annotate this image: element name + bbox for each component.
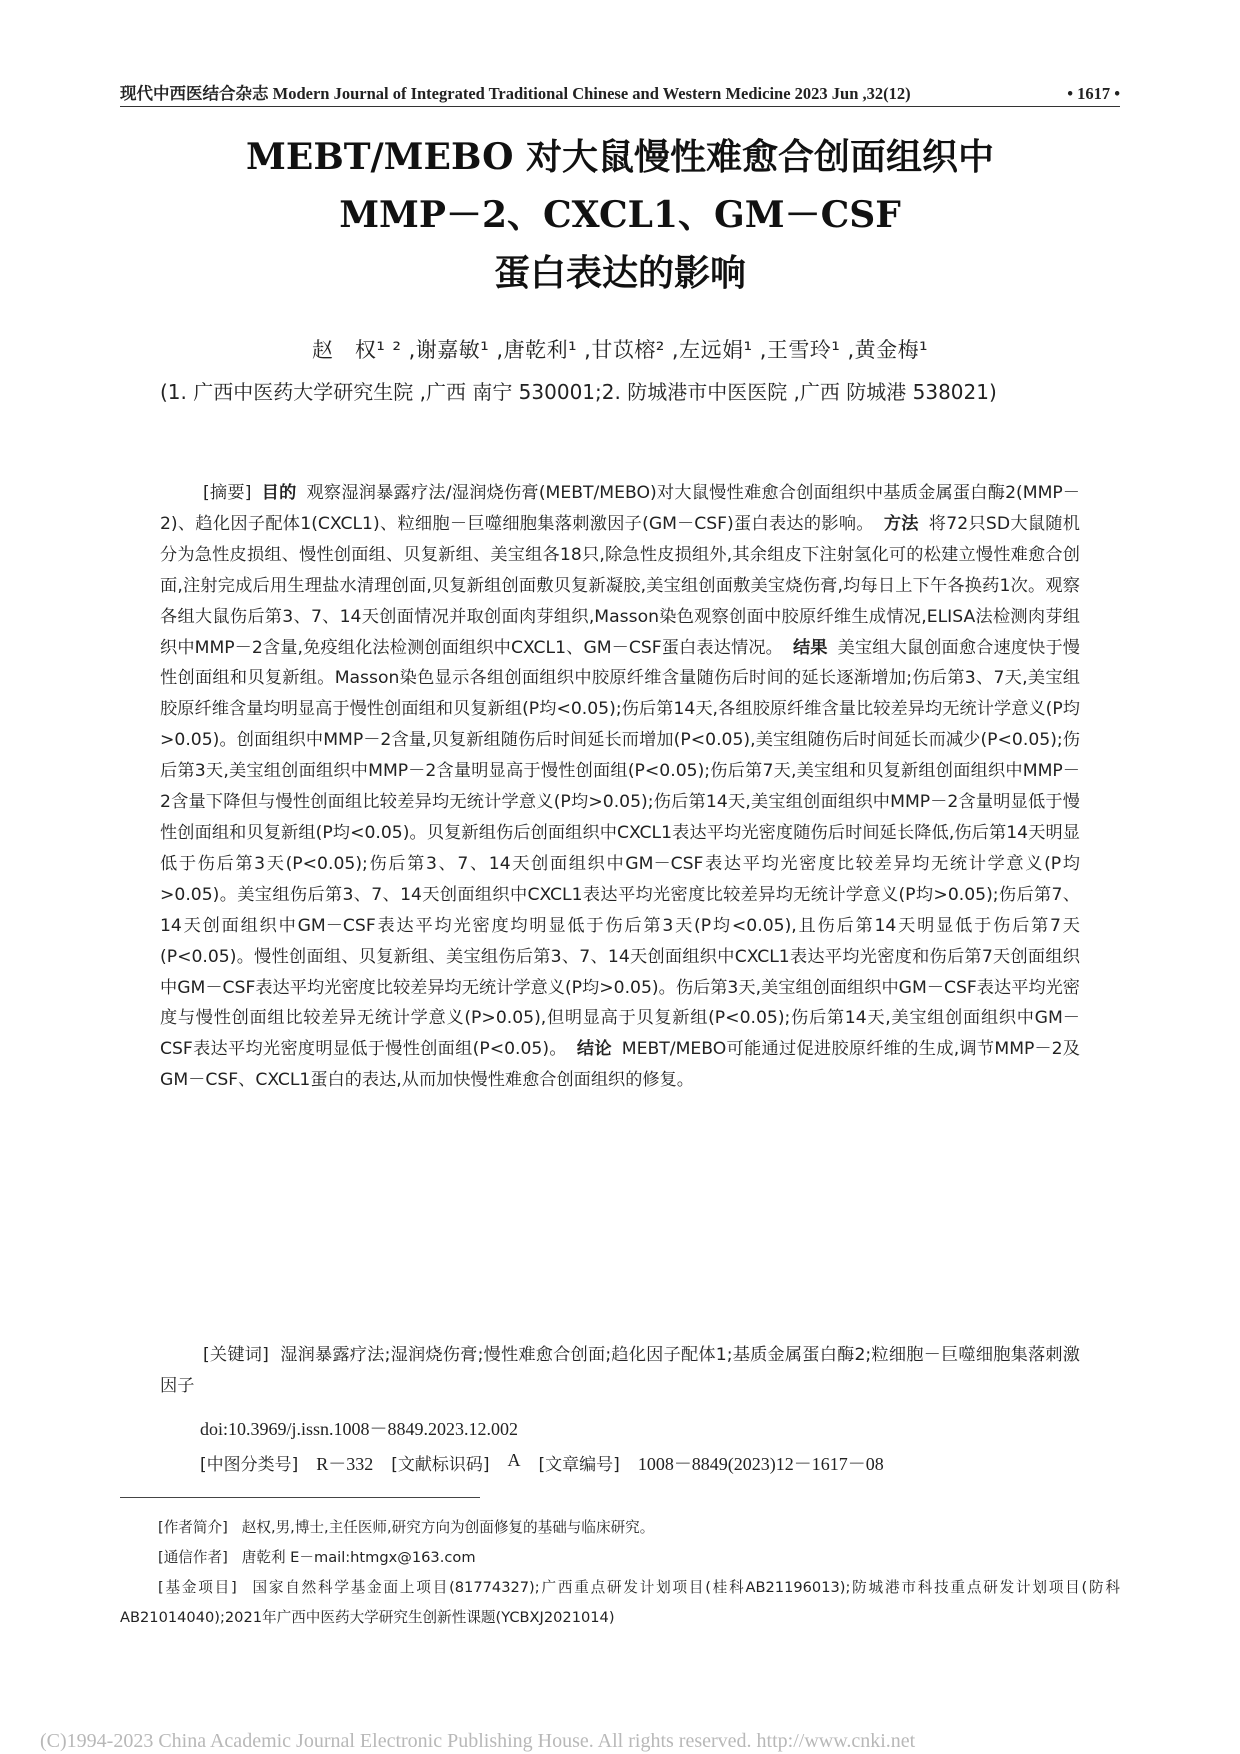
author-bio — [120, 1513, 1120, 1543]
objective-label: 目的 — [261, 483, 297, 503]
corresponding-author — [120, 1543, 1120, 1573]
funding-label: [基金项目] — [158, 1579, 237, 1596]
classification-line — [200, 1450, 884, 1476]
conclusion-label: 结论 — [576, 1039, 612, 1060]
results-label: 结果 — [792, 637, 828, 658]
funding — [120, 1573, 1120, 1633]
results-text: 美宝组大鼠创面愈合速度快于慢性创面组和贝复新组。Masson染色显示各组创面组织中胶原纤维含量随伤后时间的延长逐渐增加;伤后第3、7天,美宝组胶原纤维含量均明显高于慢性创面组和贝复新组(P均<0.05);伤后第14天,各组胶原纤维含量比较差异均无统计学意义(P均>0.05)。创面组织中MMP－2含量,贝复新组随伤后时间延长而增加(P<0.05),美宝组随伤后时间延长而减少(P<0.05);伤后第3天,美宝组创面组织中MMP－2含量明显高于慢性创面组(P<0.05);伤后第7天,美宝组和贝复新组创面组织中MMP－2含量下降但与慢性创面组比较差异均无统计学意义(P均>0.05);伤后第14天,美宝组创面组织中MMP－2含量明显低于慢性创面组和贝复新组(P均<0.05)。贝复新组伤后创面组织中CXCL1表达平均光密度随伤后时间延长降低,伤后第14天明显低于伤后第3天(P<0.05);伤后第3、7、14天创面组织中GM－CSF表达平均光密度比较差异均无统计学意义(P均>0.05)。美宝组伤后第3、7、14天创面组织中CXCL1表达平均光密度比较差异均无统计学意义(P均>0.05);伤后第7、14天创面组织中GM－CSF表达平均光密度均明显低于伤后第3天(P均<0.05),且伤后第14天明显低于伤后第7天(P<0.05)。慢性创面组、贝复新组、美宝组伤后第3、7、14天创面组织中CXCL1表达平均光密度和伤后第7天创面组织中GM－CSF表达平均光密度比较差异均无统计学意义(P均>0.05)。伤后第3天,美宝组创面组织中GM－CSF表达平均光密度与慢性创面组比较差异无统计学意义(P>0.05),但明显高于贝复新组(P<0.05);伤后第14天,美宝组创面组织中GM－CSF表达平均光密度明显低于慢性创面组(P<0.05)。 — [160, 637, 1080, 1060]
page-number: • 1617 • — [1067, 84, 1120, 103]
methods-text: 将72只SD大鼠随机分为急性皮损组、慢性创面组、贝复新组、美宝组各18只,除急性皮损组外,其余组皮下注射氢化可的松建立慢性难愈合创面,注射完成后用生理盐水清理创面,贝复新组创面敷贝复新凝胶,美宝组创面敷美宝烧伤膏,均每日上下午各换药1次。观察各组大鼠伤后第3、7、14天创面情况并取创面肉芽组织,Masson染色观察创面中胶原纤维生成情况,ELISA法检测肉芽组织中MMP－2含量,免疫组化法检测创面组织中CXCL1、GM－CSF蛋白表达情况。 — [160, 513, 1080, 658]
article-title — [130, 128, 1110, 302]
conclusion-text: MEBT/MEBO可能通过促进胶原纤维的生成,调节MMP－2及GM－CSF、CXCL1蛋白的表达,从而加快慢性难愈合创面组织的修复。 — [160, 1039, 1080, 1091]
keywords — [160, 1340, 1080, 1402]
keywords-text: 湿润暴露疗法;湿润烧伤膏;慢性难愈合创面;趋化因子配体1;基质金属蛋白酶2;粒细胞－巨噬细胞集落刺激因子 — [160, 1345, 1080, 1396]
doi[interactable]: doi:10.3969/j.issn.1008－8849.2023.12.002 — [200, 1419, 519, 1439]
title-line-2: MMP－2、CXCL1、GM－CSF — [339, 194, 901, 236]
title-line-3: 蛋白表达的影响 — [493, 252, 746, 294]
corresponding-text: 唐乾利 E－mail:htmgx@163.com — [241, 1549, 476, 1566]
corresponding-label: [通信作者] — [158, 1549, 228, 1566]
keywords-tag: [关键词] — [203, 1345, 269, 1365]
affiliation: (1. 广西中医药大学研究生院 ,广西 南宁 530001;2. 防城港市中医医院 ,广西 防城港 538021) — [160, 380, 997, 404]
author-bio-label: [作者简介] — [158, 1519, 228, 1536]
footnotes — [120, 1513, 1120, 1633]
journal-name: 现代中西医结合杂志 Modern Journal of Integrated Traditional Chinese and Western Medicine 2023 Jun ,32(12) — [120, 84, 911, 103]
author-bio-text: 赵权,男,博士,主任医师,研究方向为创面修复的基础与临床研究。 — [241, 1519, 655, 1536]
doc-code-label: [文献标识码] — [391, 1455, 490, 1475]
clc-value: R－332 — [316, 1454, 374, 1474]
article-number-value: 1008－8849(2023)12－1617－08 — [637, 1454, 884, 1474]
doc-code-value: A — [507, 1450, 521, 1470]
abstract-tag: [摘要] — [203, 483, 252, 503]
header-rule — [120, 106, 1120, 107]
title-line-1: MEBT/MEBO 对大鼠慢性难愈合创面组织中 — [246, 136, 994, 178]
objective-text: 观察湿润暴露疗法/湿润烧伤膏(MEBT/MEBO)对大鼠慢性难愈合创面组织中基质金属蛋白酶2(MMP－2)、趋化因子配体1(CXCL1)、粒细胞－巨噬细胞集落刺激因子(GM－CSF)蛋白表达的影响。 — [160, 483, 1080, 534]
funding-text: 国家自然科学基金面上项目(81774327);广西重点研发计划项目(桂科AB21196013);防城港市科技重点研发计划项目(防科AB21014040);2021年广西中医药大学研究生创新性课题(YCBXJ2021014) — [120, 1579, 1120, 1626]
abstract — [160, 478, 1080, 1096]
clc-label: [中图分类号] — [200, 1455, 299, 1475]
article-number-label: [文章编号] — [538, 1455, 620, 1475]
running-header — [120, 80, 1120, 104]
footnote-rule — [120, 1497, 480, 1498]
copyright-watermark: (C)1994-2023 China Academic Journal Electronic Publishing House. All rights reserved. http://www.cnki.net — [40, 1730, 916, 1752]
methods-label: 方法 — [883, 513, 919, 534]
author-list: 赵 权¹ ² ,谢嘉敏¹ ,唐乾利¹ ,甘苡榕² ,左远娟¹ ,王雪玲¹ ,黄金梅¹ — [311, 338, 929, 362]
